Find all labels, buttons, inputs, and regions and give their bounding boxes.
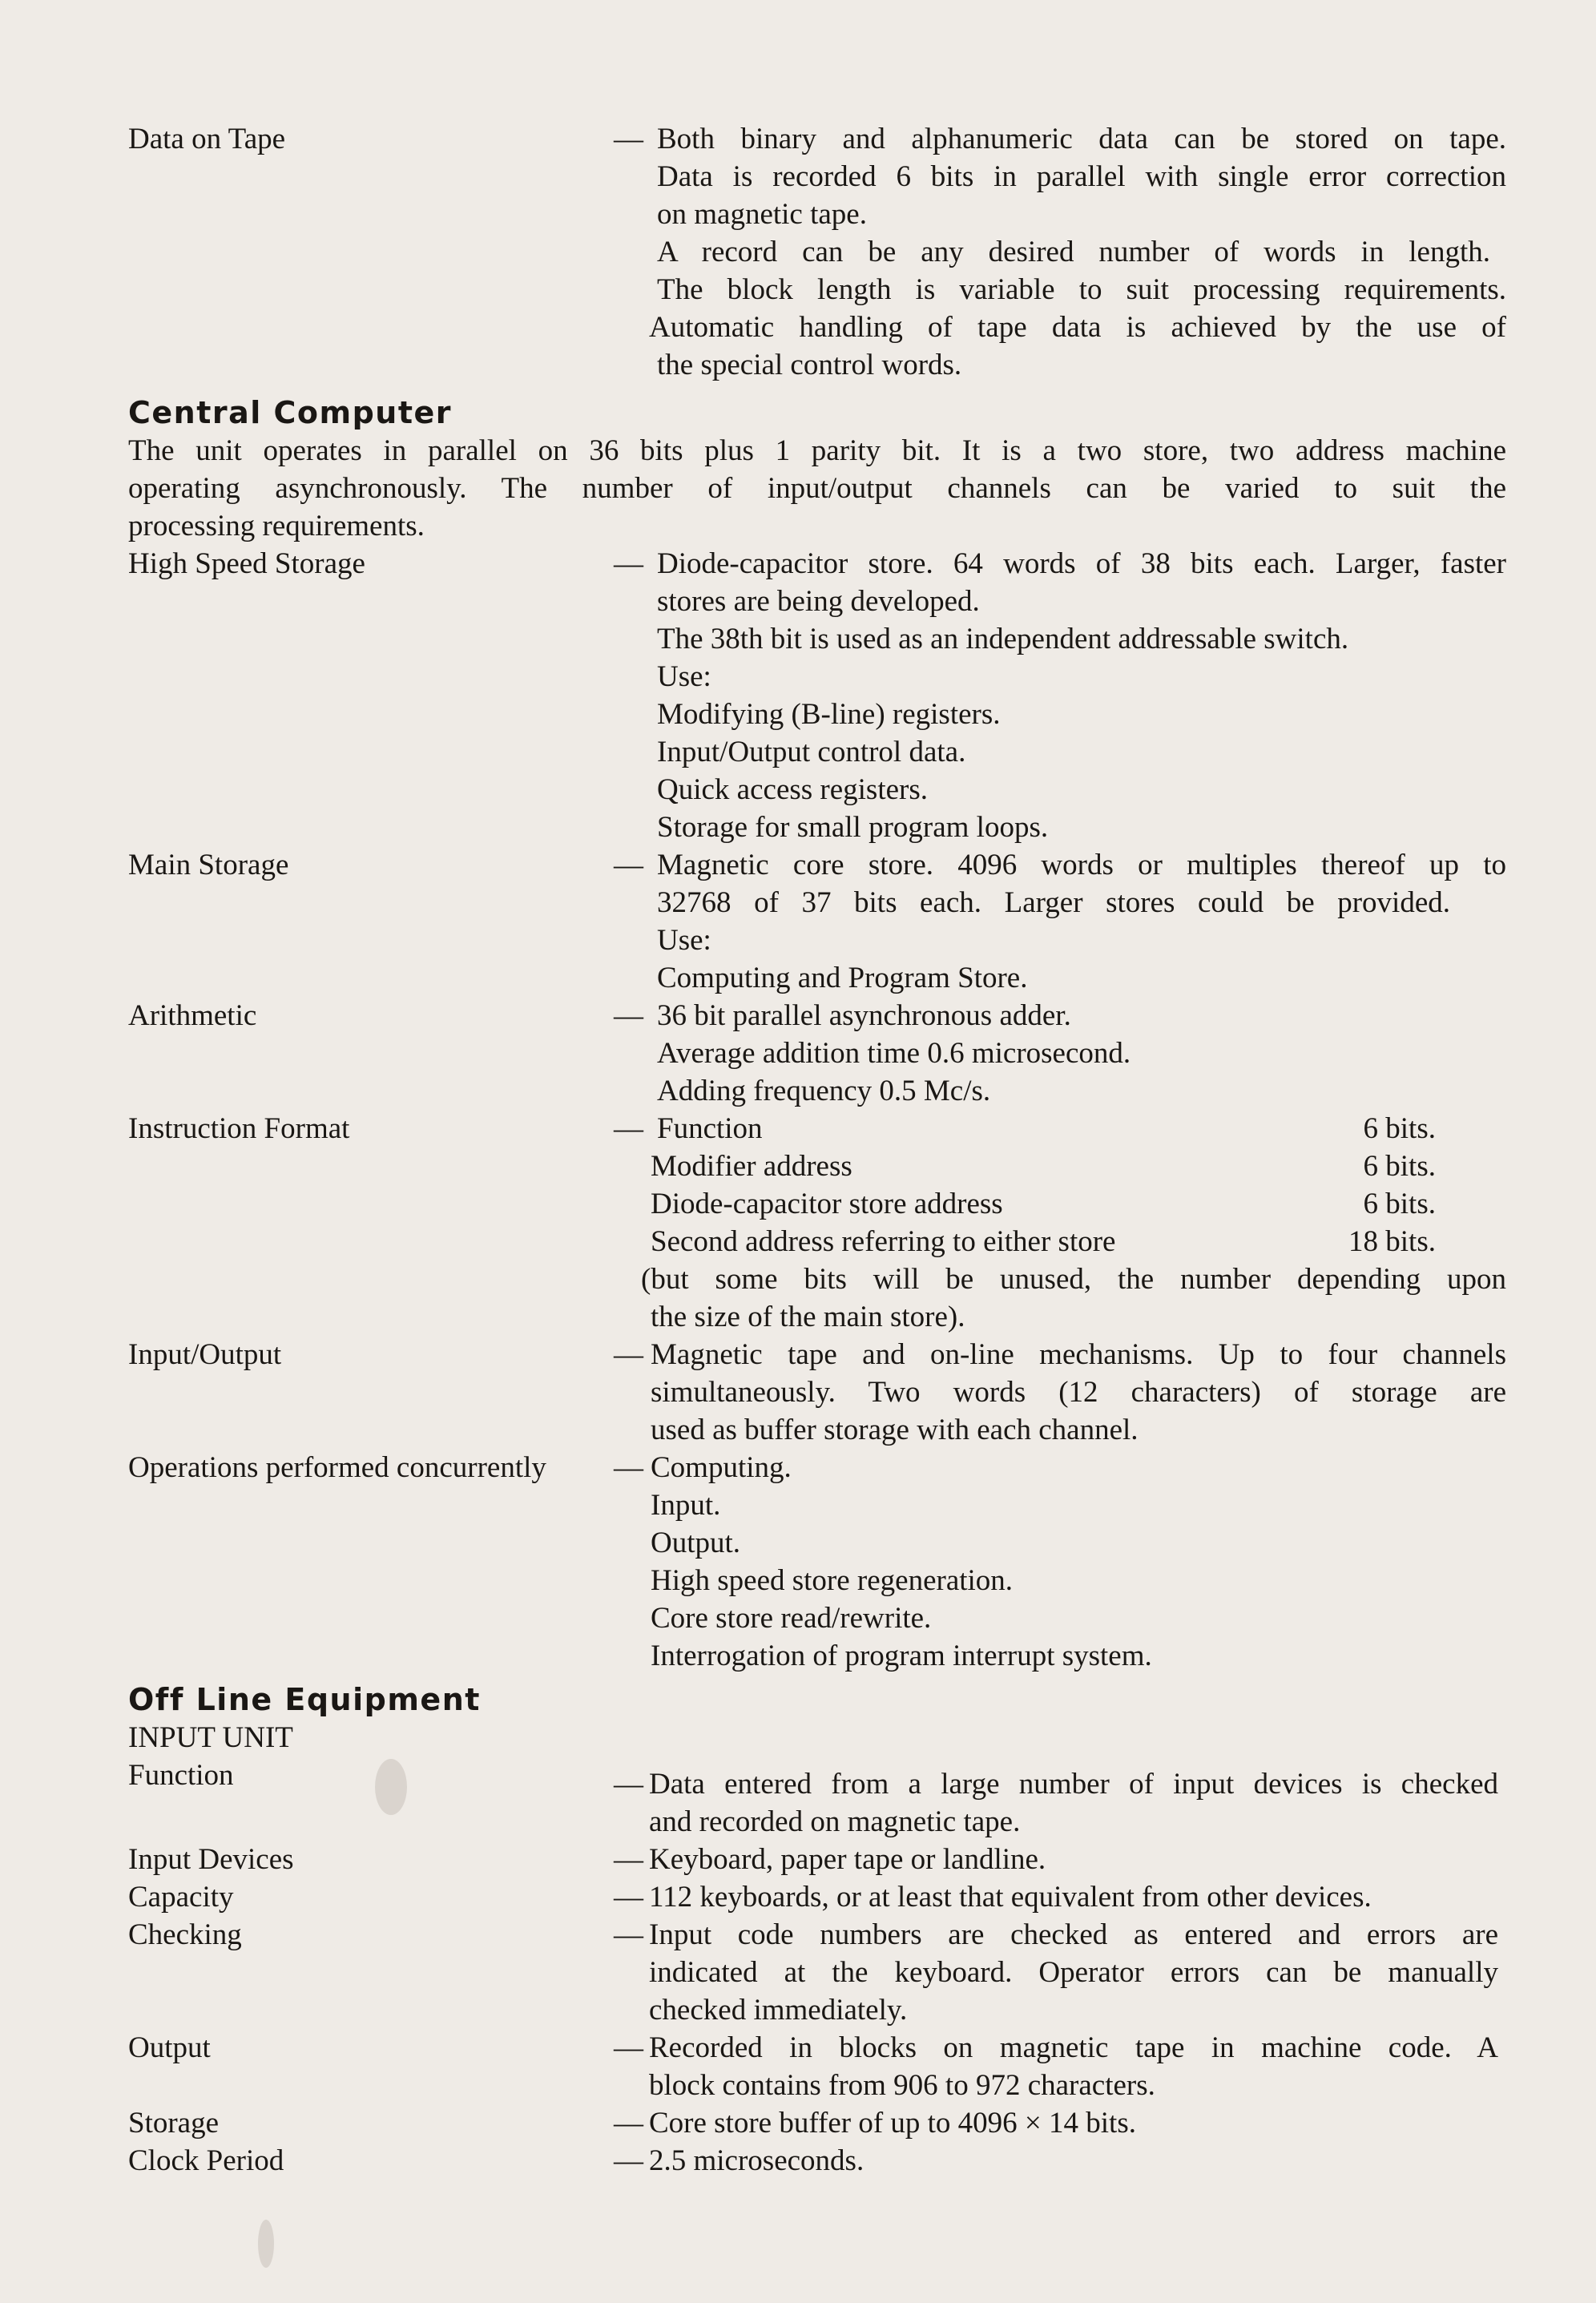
dash-separator: —: [614, 1451, 643, 1484]
spec-text: Recorded in blocks on magnetic tape in machine code. A: [649, 2031, 1498, 2064]
spec-text: Input.: [651, 1489, 721, 1522]
instruction-note: the size of the main store).: [651, 1301, 965, 1333]
spec-text: Input code numbers are checked as entered and errors are: [649, 1918, 1498, 1951]
spec-text: Input/Output control data.: [657, 736, 966, 768]
intro-paragraph-line: processing requirements.: [128, 510, 425, 542]
spec-text: Quick access registers.: [657, 773, 929, 806]
spec-text: Automatic handling of tape data is achieved by the use of: [649, 311, 1506, 344]
spec-text: Storage for small program loops.: [657, 811, 1049, 844]
instruction-field-name: Diode-capacitor store address: [651, 1188, 1003, 1220]
spec-text: Adding frequency 0.5 Mc/s.: [657, 1075, 991, 1107]
spec-label-arithmetic: Arithmetic: [128, 999, 257, 1032]
instruction-field-bits: 6 bits.: [1363, 1188, 1436, 1220]
section-heading-central-computer: Central Computer: [128, 395, 453, 430]
spec-text: Use:: [657, 924, 711, 957]
spec-label-data-on-tape: Data on Tape: [128, 123, 286, 155]
dash-separator: —: [614, 849, 643, 881]
spec-label-main-storage: Main Storage: [128, 849, 289, 881]
spec-text: Computing.: [651, 1451, 792, 1484]
spec-text: checked immediately.: [649, 1994, 908, 2027]
intro-paragraph-line: operating asynchronously. The number of input/output channels can be varied to suit the: [128, 472, 1506, 505]
spec-label-instruction-format: Instruction Format: [128, 1112, 350, 1145]
spec-text: Modifying (B-line) registers.: [657, 698, 1001, 731]
instruction-field-bits: 18 bits.: [1348, 1225, 1436, 1258]
dash-separator: —: [614, 2107, 643, 2140]
spec-text: Diode-capacitor store. 64 words of 38 bits each. Larger, faster: [657, 547, 1506, 580]
dash-separator: —: [614, 1918, 643, 1951]
spec-text: 112 keyboards, or at least that equivalent from other devices.: [649, 1881, 1372, 1914]
spec-text: Interrogation of program interrupt system.: [651, 1640, 1152, 1672]
spec-label-input-output: Input/Output: [128, 1338, 282, 1371]
instruction-field-bits: 6 bits.: [1363, 1150, 1436, 1183]
spec-label-operations-concurrent: Operations performed concurrently: [128, 1451, 546, 1484]
spec-label-storage: Storage: [128, 2107, 220, 2140]
spec-text: Magnetic tape and on-line mechanisms. Up to four channels: [651, 1338, 1506, 1371]
spec-text: Magnetic core store. 4096 words or multiples thereof up to: [657, 849, 1506, 881]
dash-separator: —: [614, 1768, 643, 1801]
instruction-field-name: Second address referring to either store: [651, 1225, 1116, 1258]
instruction-note: (but some bits will be unused, the number depending upon: [641, 1263, 1506, 1296]
spec-text: 36 bit parallel asynchronous adder.: [657, 999, 1071, 1032]
spec-label-input-devices: Input Devices: [128, 1843, 294, 1876]
spec-label-high-speed-storage: High Speed Storage: [128, 547, 365, 580]
spec-text: 32768 of 37 bits each. Larger stores could be provided.: [657, 886, 1450, 919]
intro-paragraph-line: The unit operates in parallel on 36 bits plus 1 parity bit. It is a two store, two address machine: [128, 434, 1506, 467]
spec-label-checking: Checking: [128, 1918, 242, 1951]
spec-text: simultaneously. Two words (12 characters) of storage are: [651, 1376, 1506, 1409]
spec-text: used as buffer storage with each channel.: [651, 1414, 1139, 1446]
instruction-field-name: Modifier address: [651, 1150, 852, 1183]
spec-text: The 38th bit is used as an independent addressable switch.: [657, 623, 1349, 655]
spec-text: Average addition time 0.6 microsecond.: [657, 1037, 1131, 1070]
spec-text: High speed store regeneration.: [651, 1564, 1014, 1597]
spec-text: Computing and Program Store.: [657, 962, 1028, 994]
spec-text: Data entered from a large number of input devices is checked: [649, 1768, 1498, 1801]
paper-blemish: [375, 1759, 407, 1815]
dash-separator: —: [614, 2031, 643, 2064]
dash-separator: —: [614, 999, 643, 1032]
spec-label-clock-period: Clock Period: [128, 2144, 284, 2177]
spec-text: The block length is variable to suit processing requirements.: [657, 273, 1506, 306]
spec-text: on magnetic tape.: [657, 198, 867, 231]
dash-separator: —: [614, 1881, 643, 1914]
instruction-field-name: Function: [657, 1112, 763, 1145]
dash-separator: —: [614, 1843, 643, 1876]
subheading-input-unit: INPUT UNIT: [128, 1721, 293, 1754]
spec-label-function: Function: [128, 1759, 234, 1792]
spec-text: Core store buffer of up to 4096 × 14 bits.: [649, 2107, 1136, 2140]
spec-text: the special control words.: [657, 349, 962, 381]
spec-text: stores are being developed.: [657, 585, 980, 618]
instruction-field-bits: 6 bits.: [1363, 1112, 1436, 1145]
spec-text: Use:: [657, 660, 711, 693]
spec-text: Both binary and alphanumeric data can be stored on tape.: [657, 123, 1506, 155]
section-heading-off-line-equipment: Off Line Equipment: [128, 1682, 481, 1717]
spec-text: 2.5 microseconds.: [649, 2144, 864, 2177]
spec-text: A record can be any desired number of words in length.: [657, 236, 1490, 268]
spec-text: block contains from 906 to 972 characters.: [649, 2069, 1155, 2102]
dash-separator: —: [614, 123, 643, 155]
spec-label-output: Output: [128, 2031, 211, 2064]
spec-text: and recorded on magnetic tape.: [649, 1805, 1021, 1838]
spec-text: Output.: [651, 1527, 741, 1559]
paper-blemish: [258, 2220, 274, 2268]
spec-text: Keyboard, paper tape or landline.: [649, 1843, 1046, 1876]
dash-separator: —: [614, 1338, 643, 1371]
spec-label-capacity: Capacity: [128, 1881, 234, 1914]
dash-separator: —: [614, 2144, 643, 2177]
spec-text: Data is recorded 6 bits in parallel with single error correction: [657, 160, 1506, 193]
dash-separator: —: [614, 547, 643, 580]
spec-text: indicated at the keyboard. Operator errors can be manually: [649, 1956, 1498, 1989]
dash-separator: —: [614, 1112, 643, 1145]
spec-text: Core store read/rewrite.: [651, 1602, 932, 1635]
